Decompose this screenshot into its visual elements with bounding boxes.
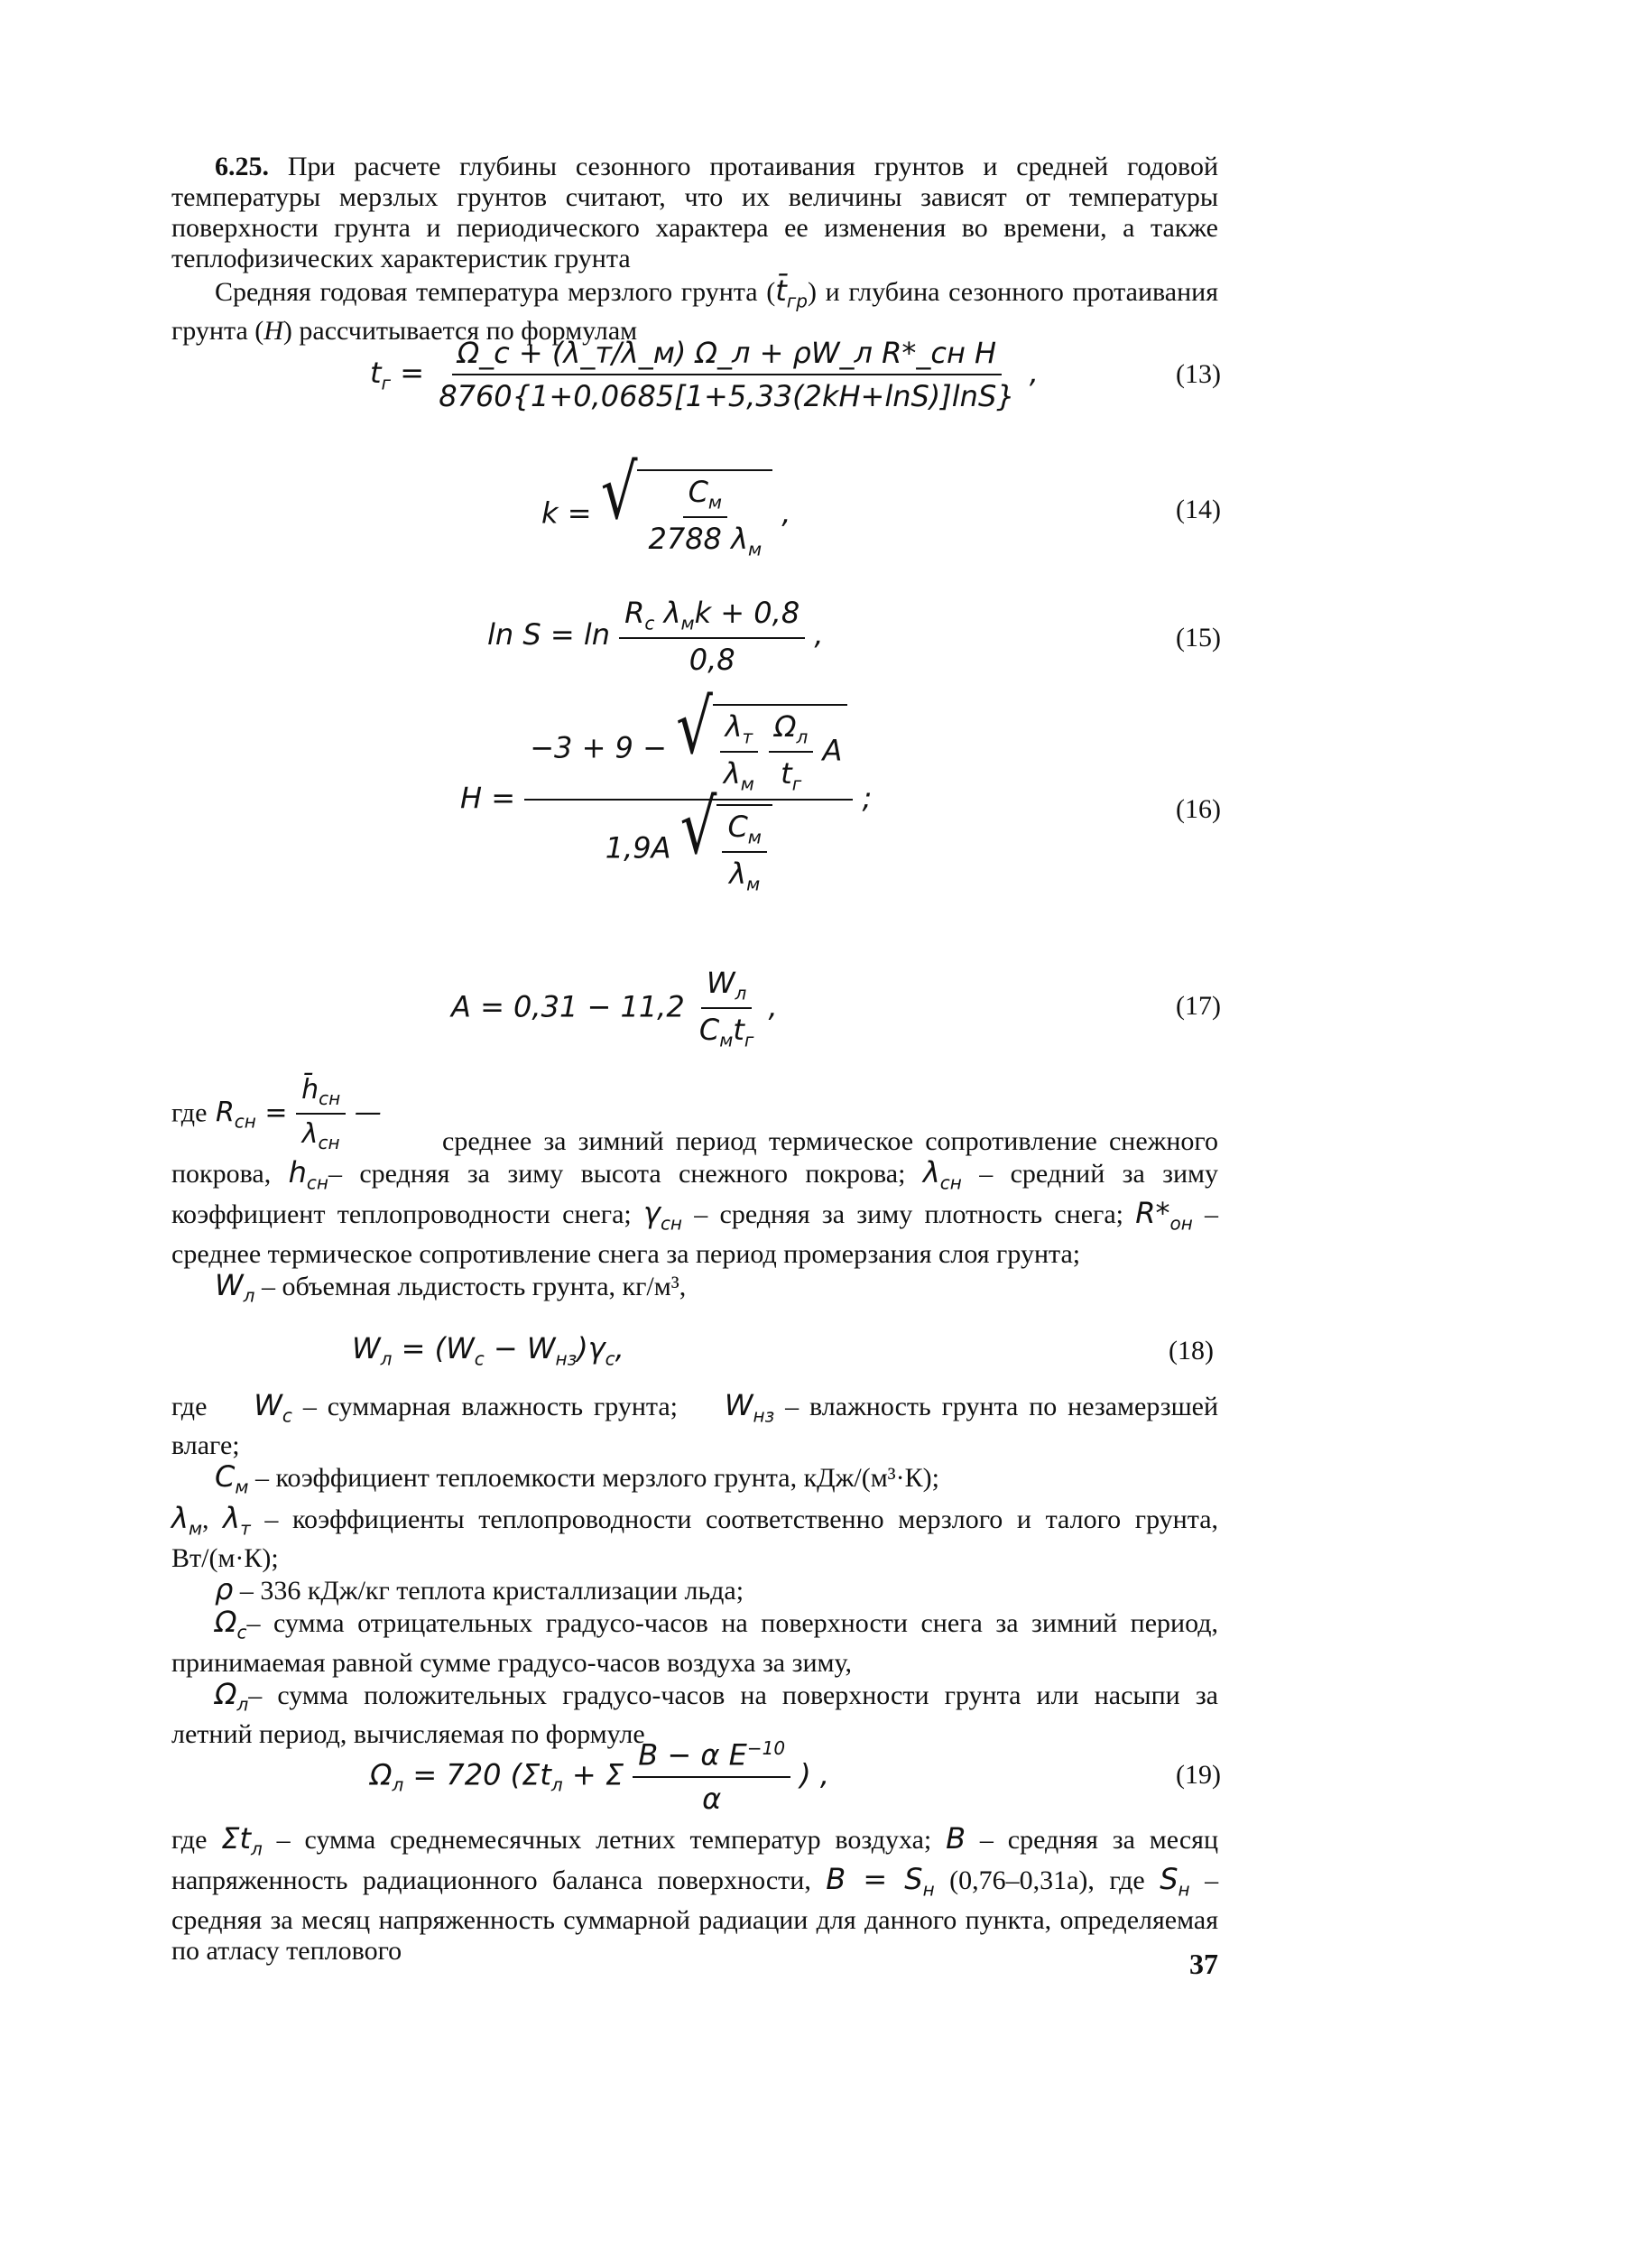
eq-sub: c <box>474 1347 485 1370</box>
eq16-frac-omega <box>769 709 813 795</box>
eq-sub: г <box>791 773 802 795</box>
eq-char: W <box>724 1388 753 1422</box>
eq-sub: м <box>188 1517 203 1540</box>
text-span: – коэффициенты теплопроводности соответственно мерзлого и талого грунта, Вт/(м·К); <box>171 1504 1219 1574</box>
symbol-w-l <box>215 1267 255 1307</box>
eq-sub: сн <box>306 1171 328 1194</box>
eq-char: k + 0,8 <box>694 596 800 630</box>
symbol-c-m <box>215 1459 249 1498</box>
eq-sub: c <box>282 1404 292 1427</box>
symbol-sum-t <box>221 1821 263 1860</box>
eq-char: λ <box>654 596 681 630</box>
symbol-lambda-m <box>171 1500 203 1540</box>
frac-num <box>769 709 813 753</box>
word-gde: где <box>171 1392 208 1421</box>
eq-char: λ <box>171 1500 189 1535</box>
eq-sub: нз <box>753 1404 775 1427</box>
eq-sub: м <box>747 826 762 848</box>
eq19-numerator <box>633 1737 790 1778</box>
eq-sub: м <box>719 1029 734 1051</box>
eq-sub: нз <box>555 1347 578 1370</box>
symbol-s-n <box>1160 1862 1190 1901</box>
eq-tail: , <box>1029 356 1039 390</box>
eq-sub: т <box>240 1517 251 1540</box>
eq-sub: м <box>680 612 695 634</box>
symbol-char: t̄ <box>775 273 787 308</box>
eq-char: λ <box>729 856 747 892</box>
text-span: – влажность грунта по незамерзшей влаге; <box>171 1392 1219 1461</box>
symbol-omega-l <box>215 1676 249 1715</box>
eq-sub: л <box>796 726 809 748</box>
frac-num <box>722 810 766 853</box>
eq-char: A <box>822 733 843 768</box>
eq-tail: , <box>768 989 778 1024</box>
page-number: 37 <box>1189 1948 1218 1980</box>
eq-char: λ <box>922 1155 940 1190</box>
eq-sub: сн <box>318 1132 340 1153</box>
equation-18 <box>352 1331 624 1369</box>
text-span: – объемная льдистость грунта, кг/м³, <box>261 1271 687 1301</box>
eq-char: h <box>288 1155 307 1190</box>
equation-13 <box>370 336 1039 413</box>
where2-paragraph <box>171 1390 1218 1750</box>
word-gde: где <box>171 1097 208 1128</box>
eq17-number: (17) <box>1176 991 1221 1021</box>
equation-15 <box>487 596 824 677</box>
frac-den <box>724 853 765 894</box>
frac-num <box>720 709 759 753</box>
radicand <box>716 804 772 895</box>
eq-char: B − α E <box>638 1737 747 1773</box>
eq-sub: c <box>605 1347 615 1370</box>
symbol-t-gr <box>775 273 808 312</box>
eq14-denominator <box>642 518 767 560</box>
eq-char: λ <box>223 1500 241 1535</box>
eq14-numerator <box>683 475 727 518</box>
eq16-num-sqrt <box>676 684 847 795</box>
eq-char: C <box>688 475 708 509</box>
eq-char: Ω <box>215 1605 237 1640</box>
eq-char: — <box>354 1097 382 1129</box>
eq-char: = 720 <box>403 1757 502 1792</box>
eq-sub: сн <box>234 1110 256 1133</box>
eq13-denominator: 8760{1+0,0685[1+5,33(2kH+lnS)]lnS} <box>439 379 1015 413</box>
radicand <box>713 704 848 795</box>
eq-sub: м <box>740 773 754 795</box>
eq13-fraction <box>433 336 1020 413</box>
eq-sub: м <box>707 491 722 514</box>
eq14-lhs: k = <box>541 495 592 531</box>
eq-char: Ω <box>774 709 797 744</box>
text-span: среднее за зимний период термическое сопротивление снежного покрова, <box>171 1126 1218 1189</box>
text-span: – средний за зиму коэффициент теплопроводности снега; <box>171 1159 1219 1230</box>
eq-char: λ <box>723 756 741 791</box>
symbol-gamma-sn <box>643 1196 683 1235</box>
eq16-fraction <box>524 684 853 895</box>
eq-char: S <box>1160 1862 1178 1897</box>
rsn-definition: где $R_{сн}$ = $\frac{h̄_{сн}}{\lambda_{сн}}$ — <box>171 1074 382 1153</box>
symbol-b-formula <box>826 1862 935 1901</box>
eq-char: R* <box>1135 1196 1170 1231</box>
eq13-numerator: Ω_c + (λ_т/λ_м) Ω_л + ρW_л R*_сн H <box>452 336 1002 375</box>
eq16-lhs: H = <box>460 780 516 815</box>
eq15-number: (15) <box>1176 623 1221 653</box>
frac-den <box>718 753 760 794</box>
eq14-fraction <box>642 475 767 560</box>
eq-sub: м <box>748 538 763 560</box>
symbol-lambda-sn <box>922 1155 962 1194</box>
eq13-number: (13) <box>1176 359 1221 389</box>
eq16-den-sqrt <box>679 784 772 895</box>
eq-sub: н <box>922 1878 935 1901</box>
eq-sub: л <box>243 1284 255 1307</box>
eq-char: λ <box>725 709 743 744</box>
where3-paragraph <box>171 1823 1218 1967</box>
eq16-frac-lambda <box>718 709 760 795</box>
eq17-fraction <box>694 966 760 1051</box>
symbol-rho: ρ <box>215 1572 234 1607</box>
frac-den <box>775 753 807 794</box>
eq-char: λ <box>301 1118 319 1150</box>
eq-char: R <box>215 1097 235 1129</box>
eq-tail: , <box>615 1331 624 1365</box>
eq16-denominator <box>600 784 778 895</box>
eq-sub: т <box>742 726 753 748</box>
eq17-lhs: A = 0,31 − 11,2 <box>451 989 685 1024</box>
eq-tail: , <box>814 617 824 653</box>
text-span: – сумма среднемесячных летних температур воздуха; <box>276 1825 932 1855</box>
eq-sub: сн <box>660 1212 683 1235</box>
eq-tail: , <box>819 1757 830 1792</box>
eq-char: R <box>624 596 645 630</box>
eq17-numerator <box>701 966 752 1009</box>
eq-char: t <box>781 756 792 791</box>
radical-sign: √ <box>600 449 638 537</box>
text-span: – средняя за зиму высота снежного покрова; <box>328 1159 906 1189</box>
eq-sub: м <box>235 1476 249 1498</box>
symbol-h: H <box>263 316 283 347</box>
eq19-denominator: α <box>702 1781 722 1816</box>
symbol-w-nz <box>724 1388 775 1427</box>
eq-sub: сн <box>939 1171 962 1194</box>
paragraph-6-25 <box>171 152 1218 274</box>
eq-sub: г <box>744 1029 754 1051</box>
eq-char: W <box>706 966 735 1000</box>
eq-char: −3 + 9 − <box>530 730 667 765</box>
eq-char: − W <box>484 1331 556 1365</box>
eq-char: 1,9A <box>605 830 671 866</box>
eq-char: h̄ <box>301 1074 319 1106</box>
eq-sub: г <box>381 372 392 394</box>
eq13-lhs: $t_г$ = <box>370 356 434 394</box>
where1-paragraph <box>171 1126 1218 1310</box>
eq-tail: , <box>781 495 791 531</box>
eq17-denominator <box>694 1009 760 1051</box>
eq-sup: −10 <box>746 1737 786 1759</box>
eq15-lhs: ln S = ln <box>487 617 610 653</box>
symbol-h-sn <box>288 1155 328 1194</box>
eq-sub: л <box>550 1773 563 1796</box>
eq16-number: (16) <box>1176 794 1221 824</box>
eq19-fraction <box>633 1737 790 1816</box>
eq-char: B = S <box>826 1862 923 1897</box>
eq-char: Ω <box>370 1757 393 1792</box>
text-span: , <box>202 1504 209 1534</box>
eq-char: C <box>215 1459 236 1495</box>
eq-char: )γ <box>577 1331 605 1365</box>
eq-char: Σt <box>221 1821 252 1856</box>
paragraph-text: При расчете глубины сезонного протаивания грунтов и средней годовой температуры мерзлых грунтов считают, что их величины зависят от температуры поверхности грунта и периодического характера ее изменения во времени, а также теплофизических характеристик грунта <box>171 152 1219 273</box>
eq-char: C <box>698 1013 720 1048</box>
eq-sub: сн <box>319 1088 341 1109</box>
equation-16 <box>460 684 873 895</box>
eq-char: t <box>733 1013 744 1048</box>
eq18-number: (18) <box>1169 1336 1214 1365</box>
eq-char: Ω <box>215 1676 237 1711</box>
eq-char: = (W <box>392 1331 475 1365</box>
equation-17 <box>451 966 778 1051</box>
eq-sub: л <box>392 1773 404 1796</box>
eq-sub: c <box>644 612 655 634</box>
text-span: – среднее термическое сопротивление снега за период промерзания слоя грунта; <box>171 1199 1219 1269</box>
symbol-w-c <box>254 1388 292 1427</box>
eq19-number: (19) <box>1176 1760 1221 1790</box>
radicand <box>637 469 772 560</box>
eq-sub: л <box>735 982 747 1004</box>
text-span: ) и глубина сезонного протаивания грунта ( <box>171 277 1219 347</box>
equation-19 <box>370 1737 829 1816</box>
eq-sub: c <box>236 1621 247 1643</box>
section-number: 6.25. <box>215 152 269 181</box>
symbol-omega-c <box>215 1605 247 1643</box>
eq-char: ) <box>800 1757 811 1792</box>
eq-char: C <box>727 809 748 844</box>
text-span: ) рассчитывается по формулам <box>282 316 638 347</box>
radical-sign: √ <box>676 684 713 772</box>
symbol-sub: гр <box>786 290 808 312</box>
eq-sub: л <box>251 1838 263 1860</box>
text-span: – коэффициент теплоемкости мерзлого грунта, кДж/(м³·К); <box>254 1463 939 1494</box>
eq-sub: он <box>1169 1212 1193 1235</box>
eq-char: W <box>215 1267 244 1302</box>
text-span: – суммарная влажность грунта; <box>302 1392 678 1421</box>
text-span: – сумма отрицательных градусо-часов на поверхности снега за зимний период, принимаемая равной сумме градусо-часов воздуха за зиму, <box>171 1608 1218 1678</box>
eq-sub: л <box>236 1692 249 1715</box>
eq-char: W <box>352 1331 381 1365</box>
radical-sign: √ <box>679 784 717 872</box>
text-span: – сумма положительных градусо-часов на поверхности грунта или насыпи за летний период, вычисляемая по формуле <box>171 1680 1218 1749</box>
text-span: – средняя за зиму плотность снега; <box>694 1199 1123 1230</box>
eq-char: 2788 λ <box>648 522 749 557</box>
eq-char: γ <box>643 1196 661 1231</box>
text-span: (0,76–0,31a), где <box>949 1865 1145 1896</box>
text-span: Средняя годовая температура мерзлого грунта ( <box>215 277 776 307</box>
eq-char: W <box>254 1388 282 1422</box>
eq-sub: н <box>1178 1878 1190 1901</box>
text-span: – 336 кДж/кг теплота кристаллизации льда; <box>239 1576 744 1606</box>
eq16-frac-c <box>722 810 766 895</box>
eq-sub: м <box>746 873 761 895</box>
eq-sub: л <box>380 1347 393 1370</box>
word-gde: где <box>171 1825 208 1855</box>
eq-tail: ; <box>862 780 873 815</box>
text-span: – средняя за месяц напряженность радиационного баланса поверхности, <box>171 1825 1218 1896</box>
eq14-sqrt <box>600 449 772 560</box>
frac-num <box>296 1074 346 1115</box>
text-span: – средняя за месяц напряженность суммарной радиации для данного пункта, определяемая по атласу теплового <box>171 1865 1219 1966</box>
symbol-lambda-t <box>223 1500 251 1540</box>
equation-14 <box>541 449 791 560</box>
eq-char: t <box>370 356 382 390</box>
eq14-number: (14) <box>1176 495 1221 524</box>
symbol-r-on <box>1135 1196 1193 1235</box>
symbol-b: B <box>946 1821 966 1856</box>
eq-char: + Σ <box>562 1757 624 1792</box>
eq15-denominator: 0,8 <box>689 643 735 678</box>
eq-char: (Σt <box>510 1757 551 1792</box>
eq15-fraction <box>619 596 805 677</box>
eq15-numerator <box>619 596 805 639</box>
